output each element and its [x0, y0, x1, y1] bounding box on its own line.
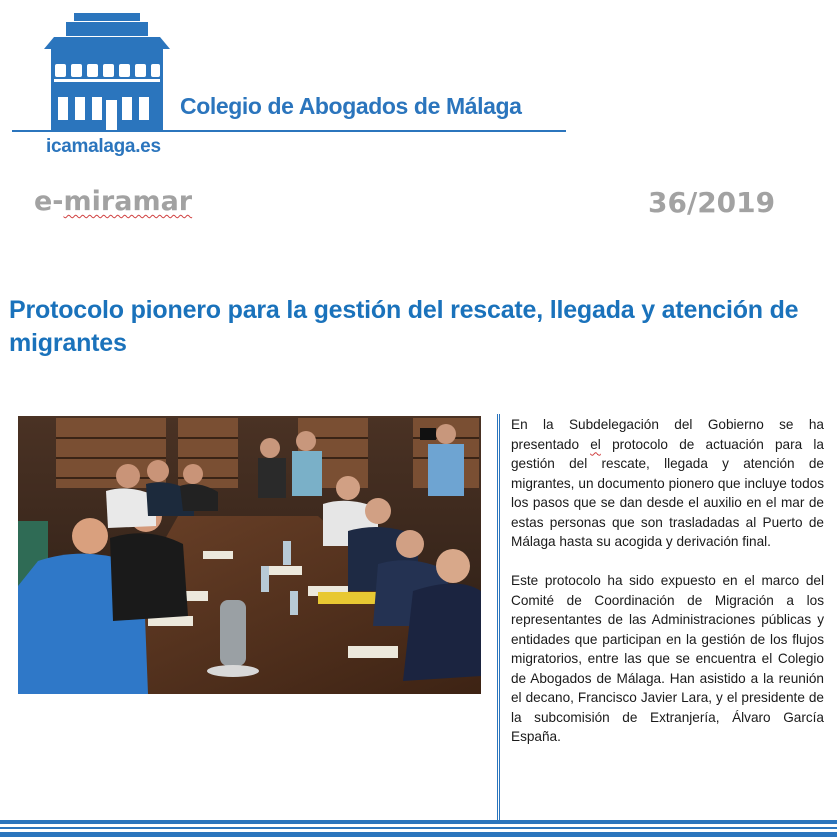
website-link[interactable]: icamalaga.es — [46, 136, 161, 157]
publication-prefix: e- — [34, 186, 64, 217]
publication-suffix: miramar — [63, 186, 193, 217]
footer-bar — [0, 820, 837, 840]
building-icon — [0, 0, 180, 132]
issue-number: 36/2019 — [648, 186, 776, 219]
publication-name — [34, 186, 192, 217]
article-body — [511, 415, 824, 766]
meeting-photo — [18, 416, 481, 694]
article-title: Protocolo pionero para la gestión del rescate, llegada y atención de migrantes — [9, 296, 799, 357]
column-divider — [497, 414, 500, 820]
article-paragraph-1: En la Subdelegación del Gobierno se ha presentado el protocolo de actuación para la gestión del rescate, llegada y atención de migrantes, un documento pionero que incluye todos los pasos que se dan desde el auxilio en el mar de estas personas que son trasladadas al Puerto de Málaga hasta su acogida y derivación final. — [511, 417, 824, 549]
org-name: Colegio de Abogados de Málaga — [180, 93, 522, 119]
logo-underline — [12, 130, 566, 132]
article-paragraph-2: Este protocolo ha sido expuesto en el marco del Comité de Coordinación de Migración a los representantes de las Administraciones públicas y entidades que participan en la gestión de los flujos migratorios, entre las que se encuentra el Colegio de Abogados de Málaga. Han asistido a la reunión el decano, Francisco Javier Lara, y el presidente de la subcomisión de Extranjería, Álvaro García España. — [511, 573, 824, 744]
